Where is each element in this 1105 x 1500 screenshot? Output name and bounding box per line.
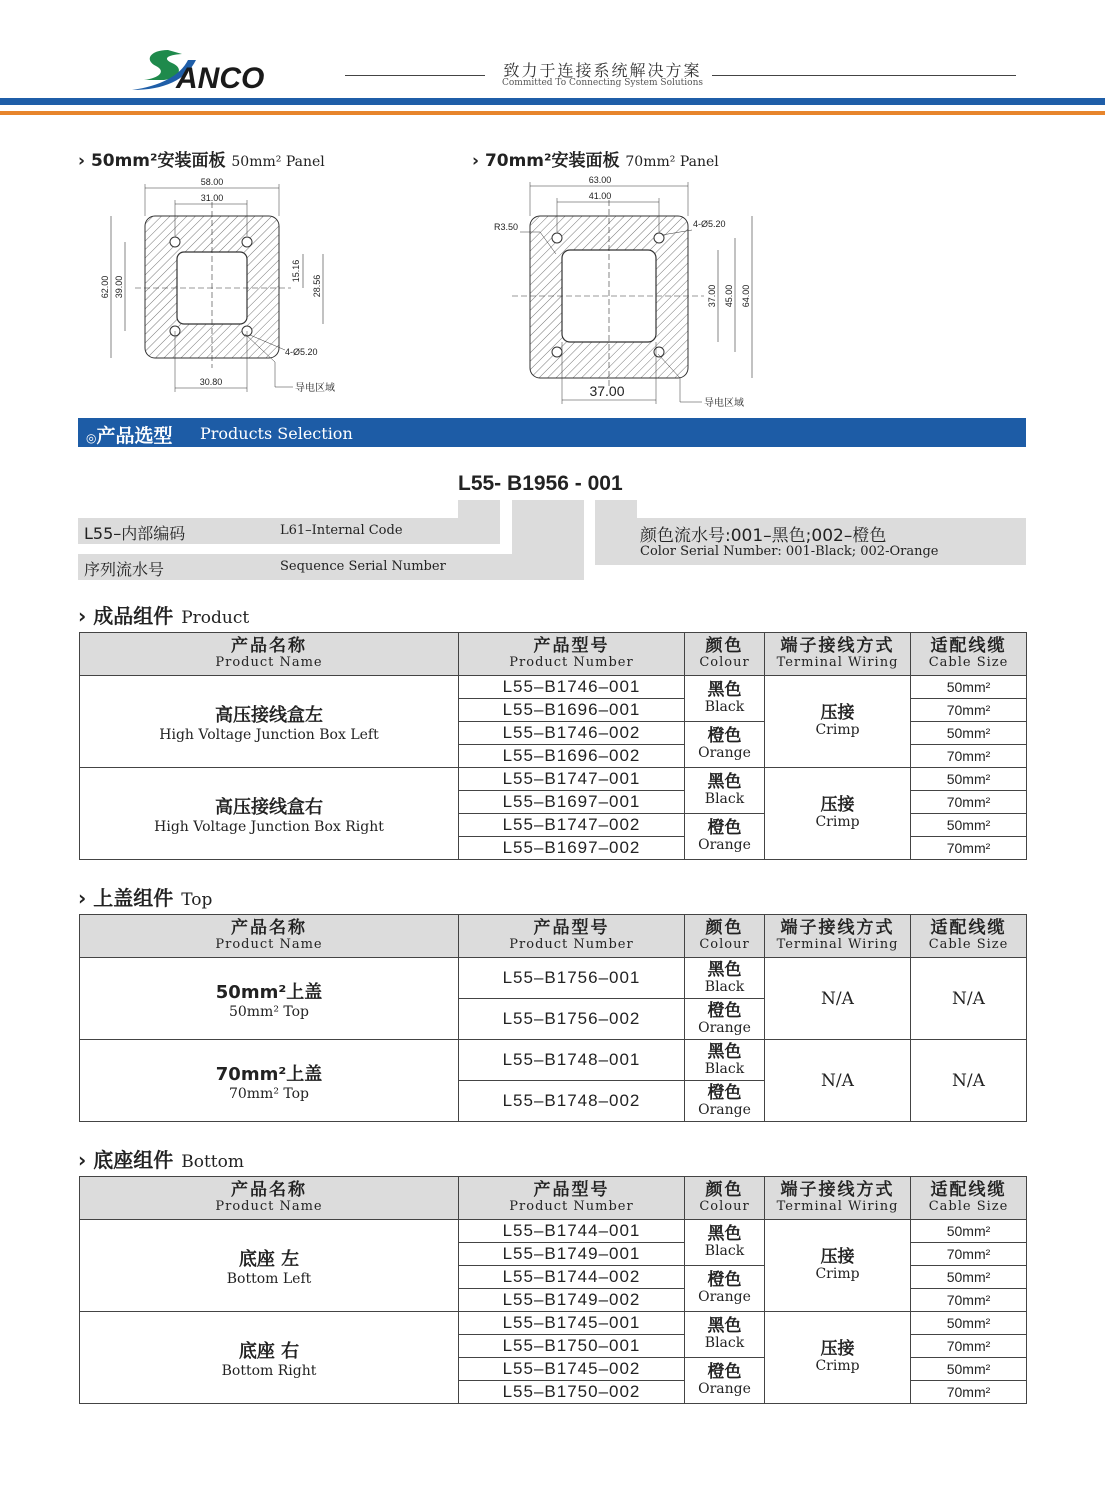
products-selection-title: ◎产品选型 <box>86 425 173 447</box>
wiring-cell: 压接 Crimp <box>765 1220 911 1312</box>
header-cable: 适配线缆 Cable Size <box>911 915 1027 958</box>
product-number: L55–B1756–002 <box>459 999 685 1040</box>
product-number: L55–B1749–001 <box>459 1243 685 1266</box>
panel50-drawing <box>95 172 365 404</box>
wiring-cell: 压接 Crimp <box>765 1312 911 1404</box>
svg-text:ANCO: ANCO <box>176 62 265 95</box>
colour-cell: 橙色 Orange <box>685 999 765 1040</box>
product-name-cell: 70mm²上盖 70mm² Top <box>80 1040 459 1122</box>
dim-w-outer-70: 63.00 <box>588 175 612 185</box>
table-header-row <box>80 633 1027 676</box>
header-cable: 适配线缆 Cable Size <box>911 1177 1027 1220</box>
header-wiring: 端子接线方式 Terminal Wiring <box>765 633 911 676</box>
code-example <box>458 472 623 496</box>
header-name: 产品名称 Product Name <box>80 1177 459 1220</box>
product-number: L55–B1745–002 <box>459 1358 685 1381</box>
cable-size: 50mm² <box>911 1312 1027 1335</box>
colour-cell: 黑色 Black <box>685 1040 765 1081</box>
dim-w-bottom: 30.80 <box>199 377 223 387</box>
code-suffix-bracket <box>595 500 637 520</box>
product-number: L55–B1697–002 <box>459 837 685 860</box>
colour-cell: 橙色 Orange <box>685 1081 765 1122</box>
internal-code-en: L61–Internal Code <box>280 523 403 538</box>
header-colour: 颜色 Colour <box>685 1177 765 1220</box>
header-rule-left <box>345 75 485 76</box>
cable-size: 50mm² <box>911 1358 1027 1381</box>
bottom-table <box>79 1176 1027 1404</box>
cable-size: 50mm² <box>911 814 1027 837</box>
dim-holes-70: 4-Ø5.20 <box>693 219 726 229</box>
chevron-right-icon: › <box>78 1148 87 1172</box>
colour-cell: 黑色 Black <box>685 676 765 722</box>
cable-size: 70mm² <box>911 745 1027 768</box>
table-row <box>80 1220 1027 1243</box>
wiring-cell: 压接 Crimp <box>765 768 911 860</box>
cable-size: 70mm² <box>911 699 1027 722</box>
product-number: L55–B1697–001 <box>459 791 685 814</box>
product-number: L55–B1746–002 <box>459 722 685 745</box>
header-colour: 颜色 Colour <box>685 915 765 958</box>
sanco-logo <box>130 46 305 96</box>
product-number: L55–B1749–002 <box>459 1289 685 1312</box>
header-pn: 产品型号 Product Number <box>459 915 685 958</box>
colour-cell: 黑色 Black <box>685 958 765 999</box>
product-number: L55–B1748–002 <box>459 1081 685 1122</box>
table-row <box>80 768 1027 791</box>
header-pn: 产品型号 Product Number <box>459 1177 685 1220</box>
table-header-row <box>80 1177 1027 1220</box>
product-name-cell: 高压接线盒左 High Voltage Junction Box Left <box>80 676 459 768</box>
header-band-blue <box>0 98 1105 105</box>
panel70-title-cn: 70mm²安装面板 <box>484 151 620 171</box>
panel70-drawing <box>490 172 770 412</box>
header-rule-right <box>712 75 1016 76</box>
header-cable: 适配线缆 Cable Size <box>911 633 1027 676</box>
cable-size: 70mm² <box>911 1289 1027 1312</box>
cable-size: 50mm² <box>911 676 1027 699</box>
cable-size: 70mm² <box>911 1243 1027 1266</box>
top-table <box>79 914 1027 1122</box>
color-serial-cn: 颜色流水号:001–黑色;002–橙色 <box>640 526 887 546</box>
colour-cell: 橙色 Orange <box>685 722 765 768</box>
cable-size: 70mm² <box>911 1335 1027 1358</box>
dim-w-bottom-70: 37.00 <box>589 383 625 399</box>
dim-h-a: 15.16 <box>291 259 301 283</box>
product-number: L55–B1756–001 <box>459 958 685 999</box>
panel70-title <box>472 146 719 171</box>
product-number: L55–B1745–001 <box>459 1312 685 1335</box>
wiring-cell: 压接 Crimp <box>765 676 911 768</box>
colour-cell: 黑色 Black <box>685 768 765 814</box>
product-section-title: › 成品组件 Product <box>78 604 250 628</box>
color-serial-en: Color Serial Number: 001-Black; 002-Orange <box>640 544 939 559</box>
product-name-cell: 高压接线盒右 High Voltage Junction Box Right <box>80 768 459 860</box>
dim-h-c-70: 64.00 <box>741 284 751 308</box>
product-number: L55–B1696–002 <box>459 745 685 768</box>
panel50-title-cn: 50mm²安装面板 <box>90 151 226 171</box>
conductive-area-label-70: 导电区域 <box>704 398 744 409</box>
cable-size: 50mm² <box>911 768 1027 791</box>
header-colour: 颜色 Colour <box>685 633 765 676</box>
serial-en: Sequence Serial Number <box>280 559 446 574</box>
cable-size: 50mm² <box>911 1266 1027 1289</box>
code-sep: - <box>574 472 582 495</box>
table-row <box>80 958 1027 999</box>
chevron-right-icon: › <box>78 886 87 910</box>
product-table <box>79 632 1027 860</box>
chevron-right-icon: › <box>78 604 87 628</box>
dim-h-outer: 62.00 <box>100 275 110 299</box>
product-name-cell: 底座 右 Bottom Right <box>80 1312 459 1404</box>
dim-radius-70: R3.50 <box>494 222 519 232</box>
colour-cell: 橙色 Orange <box>685 1266 765 1312</box>
cable-size: 50mm² <box>911 1220 1027 1243</box>
cable-size: 70mm² <box>911 791 1027 814</box>
colour-cell: 黑色 Black <box>685 1220 765 1266</box>
chevron-right-icon: › <box>472 151 480 171</box>
conductive-area-label: 导电区域 <box>295 383 335 394</box>
products-selection-bar <box>78 418 1026 447</box>
wiring-na: N/A <box>765 958 911 1040</box>
dim-h-inner: 39.00 <box>114 275 124 299</box>
product-name-cell: 底座 左 Bottom Left <box>80 1220 459 1312</box>
colour-cell: 橙色 Orange <box>685 1358 765 1404</box>
header-name: 产品名称 Product Name <box>80 633 459 676</box>
panel50-title-en: 50mm² Panel <box>231 154 325 170</box>
product-number: L55–B1748–001 <box>459 1040 685 1081</box>
colour-cell: 黑色 Black <box>685 1312 765 1358</box>
panel50-title <box>78 146 325 171</box>
product-number: L55–B1750–002 <box>459 1381 685 1404</box>
table-header-row <box>80 915 1027 958</box>
products-selection-title-en: Products Selection <box>200 424 353 443</box>
product-number: L55–B1744–002 <box>459 1266 685 1289</box>
header-wiring: 端子接线方式 Terminal Wiring <box>765 1177 911 1220</box>
dim-h-a-70: 37.00 <box>707 284 717 308</box>
table-row <box>80 676 1027 699</box>
chevron-right-icon: › <box>78 151 86 171</box>
panel70-title-en: 70mm² Panel <box>625 154 719 170</box>
code-suffix: 001 <box>587 472 623 495</box>
product-number: L55–B1744–001 <box>459 1220 685 1243</box>
serial-cn: 序列流水号 <box>84 560 165 579</box>
cable-na: N/A <box>911 958 1027 1040</box>
tagline-cn: 致力于连接系统解决方案 <box>503 61 702 80</box>
header-wiring: 端子接线方式 Terminal Wiring <box>765 915 911 958</box>
internal-code-cn: L55–内部编码 <box>84 524 186 543</box>
product-number: L55–B1746–001 <box>459 676 685 699</box>
product-number: L55–B1696–001 <box>459 699 685 722</box>
product-number: L55–B1750–001 <box>459 1335 685 1358</box>
cable-size: 50mm² <box>911 722 1027 745</box>
table-row <box>80 1312 1027 1335</box>
dim-w-inner-70: 41.00 <box>588 191 612 201</box>
header-band-orange <box>0 111 1105 115</box>
product-number: L55–B1747–001 <box>459 768 685 791</box>
header-name: 产品名称 Product Name <box>80 915 459 958</box>
cable-size: 70mm² <box>911 1381 1027 1404</box>
product-number: L55–B1747–002 <box>459 814 685 837</box>
code-mid: B1956 <box>507 472 569 495</box>
bottom-section-title: › 底座组件 Bottom <box>78 1148 244 1172</box>
dim-w-outer: 58.00 <box>200 177 224 187</box>
header-pn: 产品型号 Product Number <box>459 633 685 676</box>
dim-w-inner: 31.00 <box>200 193 224 203</box>
table-row <box>80 1040 1027 1081</box>
cable-na: N/A <box>911 1040 1027 1122</box>
bullet-icon: ◎ <box>86 431 97 445</box>
code-prefix: L55- <box>458 472 502 495</box>
top-section-title: › 上盖组件 Top <box>78 886 213 910</box>
tagline-en: Committed To Connecting System Solutions <box>502 78 703 88</box>
colour-cell: 橙色 Orange <box>685 814 765 860</box>
cable-size: 70mm² <box>911 837 1027 860</box>
dim-h-b: 28.56 <box>312 274 322 298</box>
dim-h-b-70: 45.00 <box>724 284 734 308</box>
wiring-na: N/A <box>765 1040 911 1122</box>
product-name-cell: 50mm²上盖 50mm² Top <box>80 958 459 1040</box>
dim-holes: 4-Ø5.20 <box>285 347 318 357</box>
